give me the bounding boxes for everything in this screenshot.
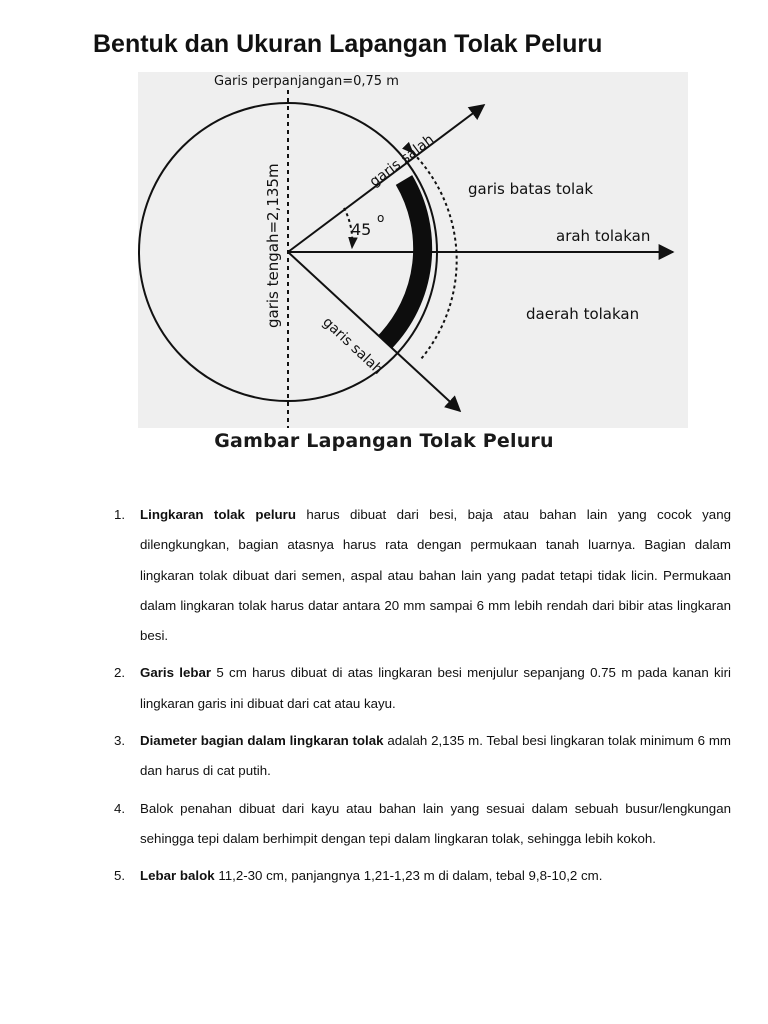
boundary-label: garis batas tolak xyxy=(468,180,594,198)
center-line-label: garis tengah=2,135m xyxy=(264,163,282,328)
diagram-svg xyxy=(138,72,688,428)
extension-line-label: Garis perpanjangan=0,75 m xyxy=(214,74,399,89)
list-item xyxy=(114,726,731,787)
figure-caption: Gambar Lapangan Tolak Peluru xyxy=(214,430,554,452)
area-label: daerah tolakan xyxy=(526,305,640,323)
list-item xyxy=(114,658,731,719)
angle-degree-label: o xyxy=(377,211,385,225)
wrong-line-top-label: garis salah xyxy=(366,131,438,191)
list-item-number: 3. xyxy=(114,733,126,749)
angle-label: 45 xyxy=(351,220,372,239)
list-item xyxy=(114,794,731,855)
list-item-number: 2. xyxy=(114,665,126,681)
list-item xyxy=(114,861,731,891)
list-item-text: harus dibuat dari besi, baja atau bahan lain yang cocok yang dilengkungkan, bagian atasnya harus rata dengan permukaan tanah luarnya. Bagian dalam lingkaran tolak dibuat dari semen, aspal atau bahan lain yang padat tetapi tidak licin. Permukaan dalam lingkaran tolak harus datar antara 20 mm sampai 6 mm lebih rendah dari bibir atas lingkaran besi. xyxy=(140,507,731,644)
page-title: Bentuk dan Ukuran Lapangan Tolak Peluru xyxy=(93,30,603,58)
list-item-number: 5. xyxy=(114,868,126,884)
requirements-list xyxy=(114,500,731,899)
list-item-text: adalah 2,135 m. Tebal besi lingkaran tolak minimum 6 mm dan harus di cat putih. xyxy=(140,733,731,779)
list-item-text: 5 cm harus dibuat di atas lingkaran besi menjulur sepanjang 0.75 m pada kanan kiri lingkaran garis ini dibuat dari cat atau kayu. xyxy=(140,665,731,711)
list-item-number: 1. xyxy=(114,507,126,522)
shot-put-field-diagram xyxy=(138,72,688,428)
list-item xyxy=(114,500,731,651)
list-item-bold: Diameter bagian dalam lingkaran tolak xyxy=(140,733,384,749)
list-item-text: 11,2-30 cm, panjangnya 1,21-1,23 m di dalam, tebal 9,8-10,2 cm. xyxy=(214,868,603,884)
stop-board xyxy=(385,180,423,342)
list-item-number: 4. xyxy=(114,800,126,816)
wrong-line-bottom-label: garis salah xyxy=(319,314,386,378)
list-item-bold: Garis lebar xyxy=(140,665,212,681)
list-item-bold: Lingkaran tolak peluru xyxy=(140,507,296,522)
list-item-bold: Lebar balok xyxy=(140,868,215,884)
direction-label: arah tolakan xyxy=(556,227,651,245)
list-item-text: Balok penahan dibuat dari kayu atau bahan lain yang sesuai dalam sebuah busur/lengkungan sehingga tepi dalam berhimpit dengan tepi dalam lingkaran tolak, sehingga lebih kokoh. xyxy=(140,800,731,846)
